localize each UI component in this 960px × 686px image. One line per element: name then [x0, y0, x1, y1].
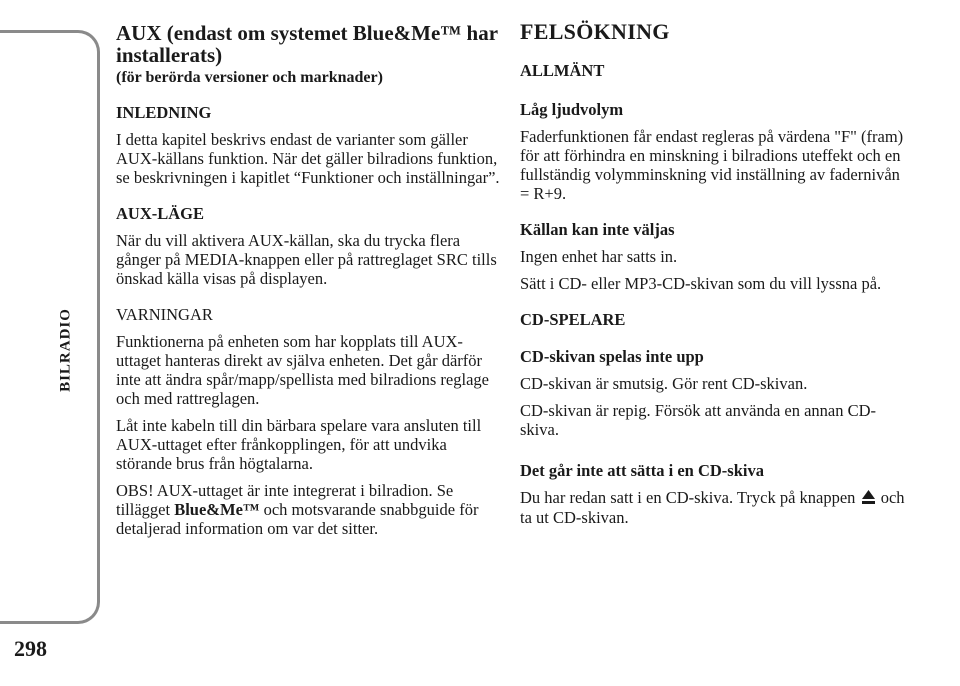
chapter-label: BILRADIO [57, 308, 74, 392]
aux-mode-text: När du vill aktivera AUX-källan, ska du trycka flera gånger på MEDIA-knappen eller på rattreglaget SRC tills önskad källa visas på displayen. [116, 231, 497, 288]
cd-not-playing-heading: CD-skivan spelas inte upp [520, 347, 704, 366]
warnings-heading: VARNINGAR [116, 305, 213, 324]
warning-text-3 [116, 481, 500, 538]
cd-dirty-text: CD-skivan är smutsig. Gör rent CD-skivan. [520, 374, 808, 393]
aux-subtitle: (för berörda versioner och marknader) [116, 69, 383, 86]
warning-text-2: Låt inte kabeln till din bärbara spelare vara ansluten till AUX-uttaget efter frånkopplingen, för att undvika störande brus från högtalarna. [116, 416, 482, 473]
cd-insert-text-b: och ta ut CD-skivan. [520, 488, 905, 527]
troubleshooting-title: FELSÖKNING [520, 19, 670, 44]
cd-insert-text [520, 488, 912, 527]
cd-scratched-text: CD-skivan är repig. Försök att använda en annan CD-skiva. [520, 401, 877, 439]
warning-text-3b: och motsvarande snabbguide för detaljerad information om var det sitter. [116, 500, 479, 538]
low-volume-heading: Låg ljudvolym [520, 100, 624, 119]
general-heading: ALLMÄNT [520, 61, 605, 80]
low-volume-text: Faderfunktionen får endast regleras på värdena "F" (fram) för att förhindra en minskning i bilradions uteffekt och en fullständig volymminskning vid inställning av fadernivån = R+9. [520, 127, 904, 203]
cd-insert-heading: Det går inte att sätta i en CD-skiva [520, 461, 764, 480]
chapter-tab [0, 30, 100, 624]
blueme-reference: Blue&Me™ [174, 500, 260, 519]
cd-insert-text-a: Du har redan satt i en CD-skiva. Tryck på knappen [520, 488, 860, 507]
warning-text-3a: OBS! AUX-uttaget är inte integrerat i bilradion. Se tillägget [116, 481, 454, 519]
aux-mode-heading: AUX-LÄGE [116, 204, 205, 223]
aux-title: AUX (endast om systemet Blue&Me™ har installerats) [116, 21, 498, 67]
right-column [520, 19, 912, 535]
cd-player-heading: CD-SPELARE [520, 310, 626, 329]
left-column [116, 22, 500, 546]
page-number: 298 [14, 636, 47, 661]
intro-text: I detta kapitel beskrivs endast de varianter som gäller AUX-källans funktion. När det gäller bilradions funktion, se beskrivningen i kapitlet “Funktioner och inställningar”. [116, 130, 500, 187]
intro-heading: INLEDNING [116, 103, 212, 122]
warning-text-1: Funktionerna på enheten som har kopplats till AUX-uttaget hanteras direkt av själva enheten. Det går därför inte att ändra spår/mapp/spellista med bilradions reglage och med rattreglagen. [116, 332, 489, 408]
eject-icon [862, 489, 875, 508]
source-text-1: Ingen enhet har satts in. [520, 247, 678, 266]
source-heading: Källan kan inte väljas [520, 220, 675, 239]
source-text-2: Sätt i CD- eller MP3-CD-skivan som du vill lyssna på. [520, 274, 882, 293]
